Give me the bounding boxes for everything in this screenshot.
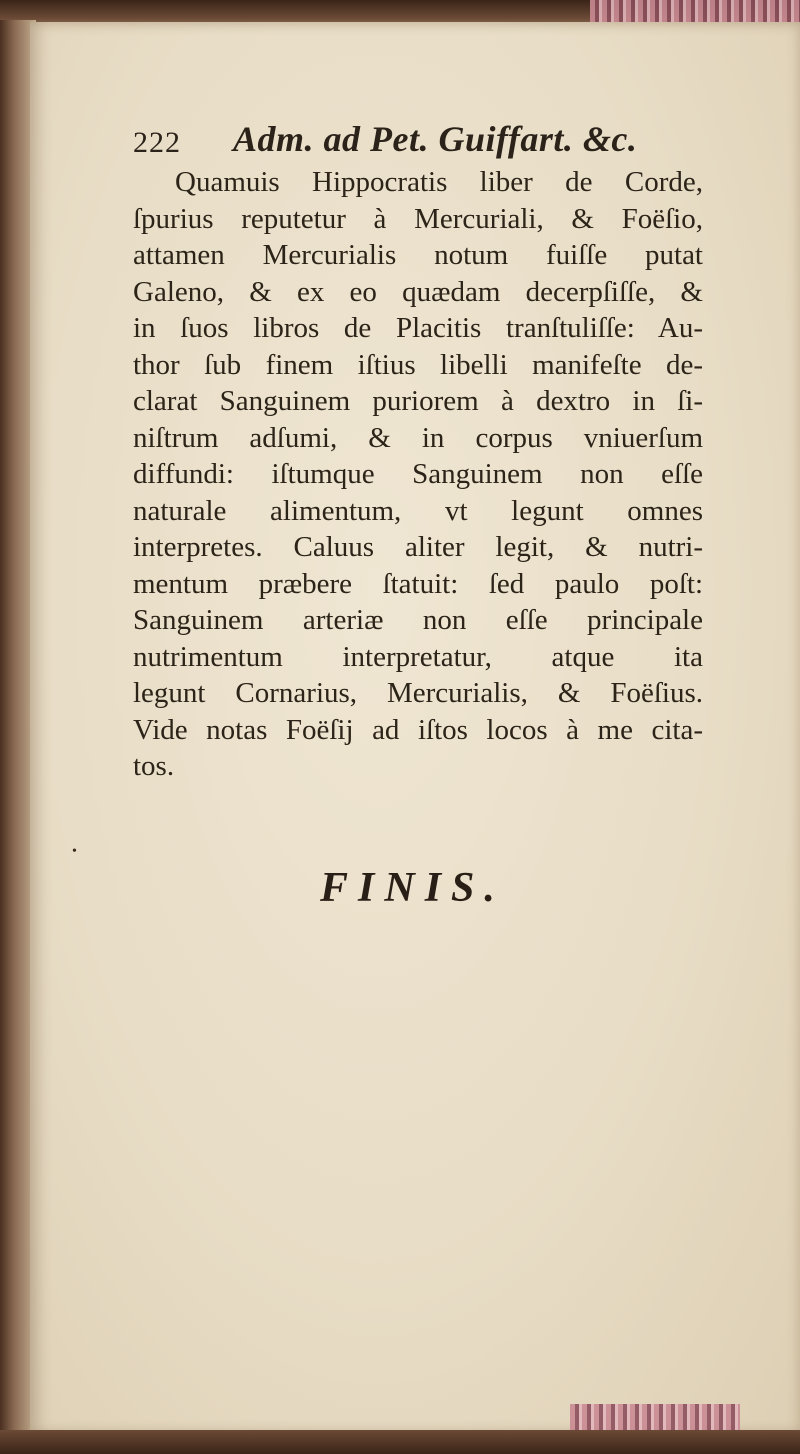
headband-top [590, 0, 800, 24]
text-line: niſtrum adſumi, & in corpus vniuerſum [133, 421, 703, 454]
text-line: diffundi: iſtumque Sanguinem non eſſe [133, 458, 703, 490]
text-line: Vide notas Foëſij ad iſtos locos à me cita- [133, 713, 703, 746]
text-line: attamen Mercurialis notum fuiſſe putat [133, 239, 703, 271]
text-line: Galeno, & ex eo quædam decerpſiſſe, & [133, 275, 703, 308]
text-line: Sanguinem arteriæ non eſſe principale [133, 604, 703, 636]
finis-heading: FINIS. [320, 865, 505, 911]
ink-speck: • [72, 844, 77, 859]
text-line: nutrimentum interpretatur, atque ita [133, 640, 703, 673]
show-through-text [110, 900, 670, 1100]
body-paragraph [133, 164, 703, 785]
text-line: legunt Cornarius, Mercurialis, & Foëſius. [133, 677, 703, 709]
text-line: interpretes. Caluus aliter legit, & nutri- [133, 531, 703, 563]
running-head [133, 118, 693, 168]
text-line: in ſuos libros de Placitis tranſtuliſſe: Au- [133, 312, 703, 344]
text-line: tos. [133, 750, 175, 782]
page-number: 222 [133, 126, 181, 159]
text-line: clarat Sanguinem puriorem à dextro in ſi- [133, 385, 703, 417]
book-bottom-edge [0, 1430, 800, 1454]
text-line: naturale alimentum, vt legunt omnes [133, 494, 703, 527]
text-line: Quamuis Hippocratis liber de Corde, [175, 166, 703, 198]
text-line: thor ſub finem iſtius libelli manifeſte de- [133, 348, 703, 381]
text-line: mentum præbere ſtatuit: ſed paulo poſt: [133, 567, 703, 600]
running-title: Adm. ad Pet. Guiffart. &c. [233, 119, 638, 159]
text-line: ſpurius reputetur à Mercuriali, & Foëſio, [133, 202, 703, 235]
